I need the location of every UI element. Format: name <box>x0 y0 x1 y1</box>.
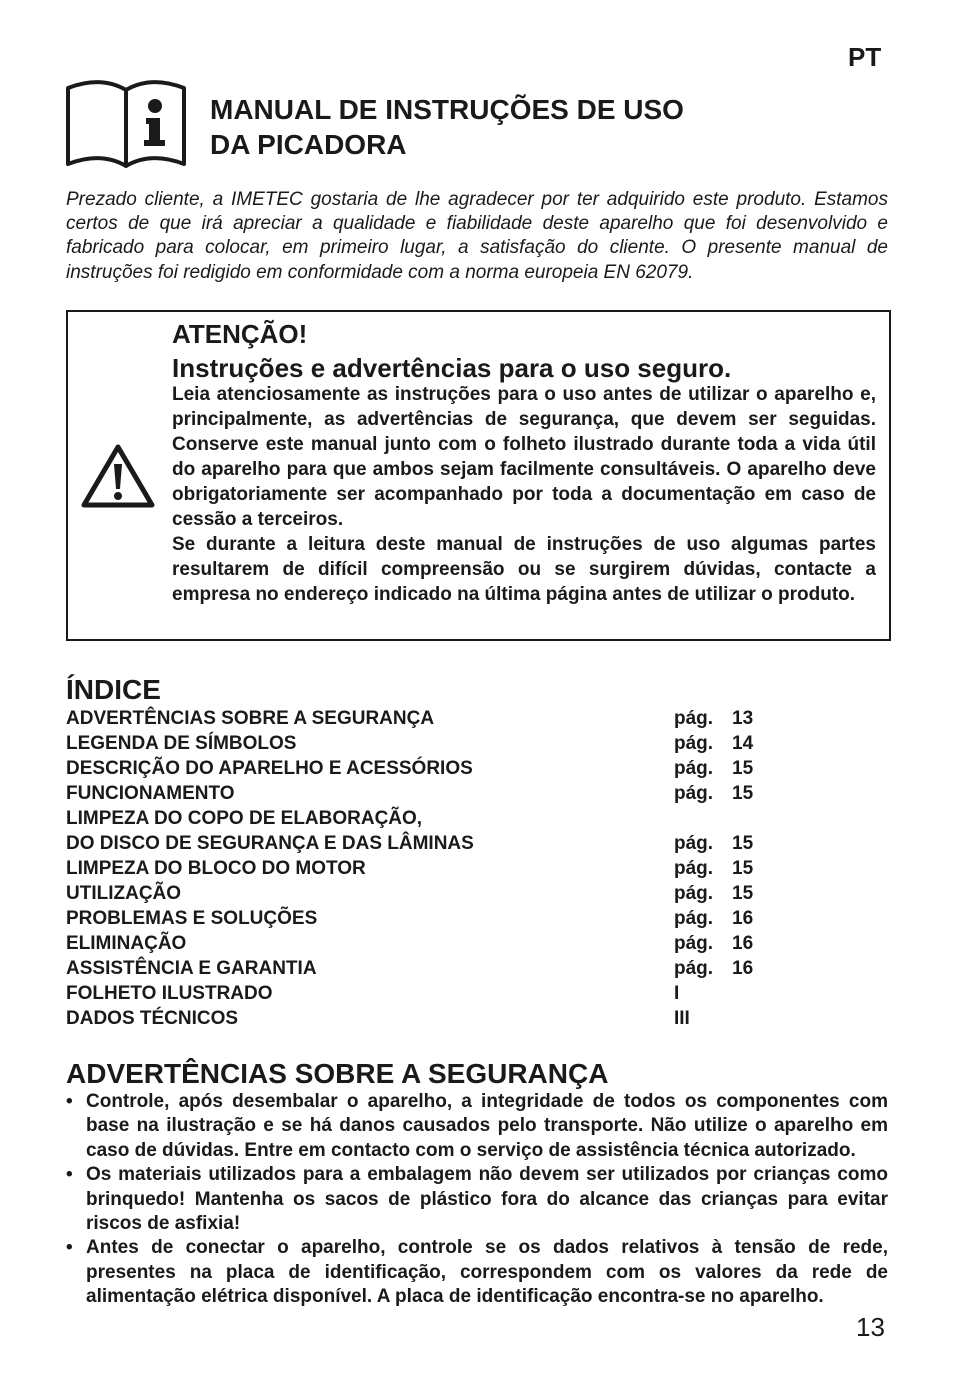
index-entry-prefix: III <box>674 1008 690 1029</box>
index-entry-page: 14 <box>732 733 754 754</box>
index-entry-label: ADVERTÊNCIAS SOBRE A SEGURANÇA <box>66 708 435 729</box>
index-entry-label: UTILIZAÇÃO <box>66 883 182 904</box>
index-entry <box>66 931 766 956</box>
index-entry-page: 15 <box>732 833 754 854</box>
page-title <box>210 92 684 162</box>
warning-heading <box>172 317 731 385</box>
warning-text <box>172 382 876 607</box>
index-entry-prefix: pág. <box>674 758 714 779</box>
safety-warning-box <box>66 310 891 641</box>
index-entry-page: 15 <box>732 858 754 879</box>
warning-paragraph-1: Leia atenciosamente as instruções para o uso antes de utilizar o aparelho e, principalmente, as advertências de segurança, que devem ser seguidas. Conserve este manual junto com o folheto ilustrado durante toda a vida útil do aparelho para que ambos sejam facilmente consultáveis. O aparelho deve obrigatoriamente ser acompanhado por toda a documentação em caso de cessão a terceiros. <box>172 384 876 530</box>
title-line-1: MANUAL DE INSTRUÇÕES DE USO <box>210 94 684 125</box>
index-entry-label: FOLHETO ILUSTRADO <box>66 983 273 1004</box>
intro-paragraph: Prezado cliente, a IMETEC gostaria de lhe agradecer por ter adquirido este produto. Estamos certos de que irá apreciar a qualidade e fiabilidade deste aparelho que foi desenvolvido e fabricado para colocar, em primeiro lugar, a satisfação do cliente. O presente manual de instruções foi redigido em conformidade com a norma europeia EN 62079. <box>66 189 888 283</box>
index-entry-page: 15 <box>732 783 754 804</box>
warning-paragraph-2: Se durante a leitura deste manual de instruções de uso algumas partes resultarem de difícil compreensão ou se surgirem dúvidas, contacte a empresa no endereço indicado na última página antes de utilizar o produto. <box>172 534 876 605</box>
index-entry-prefix: pág. <box>674 858 714 879</box>
safety-bullet-item <box>66 1090 888 1163</box>
warning-heading-2: Instruções e advertências para o uso seguro. <box>172 353 732 383</box>
index-entry-page: 15 <box>732 758 754 779</box>
index-entry-label: DESCRIÇÃO DO APARELHO E ACESSÓRIOS <box>66 758 473 779</box>
index-entry-prefix: pág. <box>674 708 714 729</box>
index-entry-page: 13 <box>732 708 754 729</box>
index-entry <box>66 731 766 756</box>
index-entry-prefix: pág. <box>674 783 714 804</box>
safety-section-title: ADVERTÊNCIAS SOBRE A SEGURANÇA <box>66 1058 609 1089</box>
index-entry <box>66 906 766 931</box>
index-entry <box>66 706 766 731</box>
safety-bullet-item <box>66 1163 888 1236</box>
book-info-icon <box>64 78 188 170</box>
warning-triangle-icon <box>80 442 156 510</box>
index-entry-prefix: pág. <box>674 908 714 929</box>
index-entry <box>66 756 766 781</box>
index-entry-label: ASSISTÊNCIA E GARANTIA <box>66 958 317 979</box>
index-entry-label: DADOS TÉCNICOS <box>66 1008 239 1029</box>
safety-bullet-list <box>66 1090 888 1310</box>
index-entry-prefix: pág. <box>674 883 714 904</box>
index-title: ÍNDICE <box>66 674 161 705</box>
title-line-2: DA PICADORA <box>210 129 407 160</box>
index-entry <box>66 956 766 981</box>
bullet-mark: • <box>66 1164 73 1186</box>
page-number: 13 <box>856 1312 885 1342</box>
index-list <box>66 706 766 1031</box>
index-entry <box>66 831 766 856</box>
warning-heading-1: ATENÇÃO! <box>172 319 308 349</box>
index-entry <box>66 1006 766 1031</box>
index-entry-label: LIMPEZA DO COPO DE ELABORAÇÃO, <box>66 808 423 829</box>
index-entry-page: 15 <box>732 883 754 904</box>
index-entry-label: ELIMINAÇÃO <box>66 933 187 954</box>
index-entry <box>66 881 766 906</box>
safety-bullet-text: Controle, após desembalar o aparelho, a integridade de todos os componentes com base na ilustração e se há danos causados pelo transporte. Não utilize o aparelho em caso de dúvidas. Entre em contacto com o serviço de assistência técnica autorizado. <box>86 1091 888 1161</box>
index-entry-page: 16 <box>732 933 754 954</box>
safety-bullet-text: Os materiais utilizados para a embalagem não devem ser utilizados por crianças como brinquedo! Mantenha os sacos de plástico fora do alcance das crianças para evitar riscos de asfixia! <box>86 1164 888 1235</box>
index-entry-label: DO DISCO DE SEGURANÇA E DAS LÂMINAS <box>66 833 474 854</box>
index-entry <box>66 856 766 881</box>
index-entry-prefix: pág. <box>674 833 714 854</box>
index-entry-page: 16 <box>732 958 754 979</box>
index-entry-label: LEGENDA DE SÍMBOLOS <box>66 733 297 754</box>
index-entry-prefix: pág. <box>674 958 714 979</box>
index-entry <box>66 781 766 806</box>
safety-bullet-text: Antes de conectar o aparelho, controle se os dados relativos à tensão de rede, presentes na placa de identificação, correspondem com os valores da rede de alimentação elétrica disponível. A placa de identificação encontra-se no aparelho. <box>86 1237 888 1308</box>
index-entry <box>66 981 766 1006</box>
index-entry-label: LIMPEZA DO BLOCO DO MOTOR <box>66 858 366 879</box>
bullet-mark: • <box>66 1237 73 1259</box>
index-entry-page: 16 <box>732 908 754 929</box>
language-code: PT <box>848 42 882 72</box>
index-entry-prefix: pág. <box>674 933 714 954</box>
index-entry-prefix: pág. <box>674 733 714 754</box>
index-entry-label: FUNCIONAMENTO <box>66 783 235 804</box>
index-entry-label: PROBLEMAS E SOLUÇÕES <box>66 908 318 929</box>
index-entry-prefix: I <box>674 983 680 1004</box>
safety-bullet-item <box>66 1236 888 1309</box>
bullet-mark: • <box>66 1091 73 1112</box>
index-entry <box>66 806 766 831</box>
